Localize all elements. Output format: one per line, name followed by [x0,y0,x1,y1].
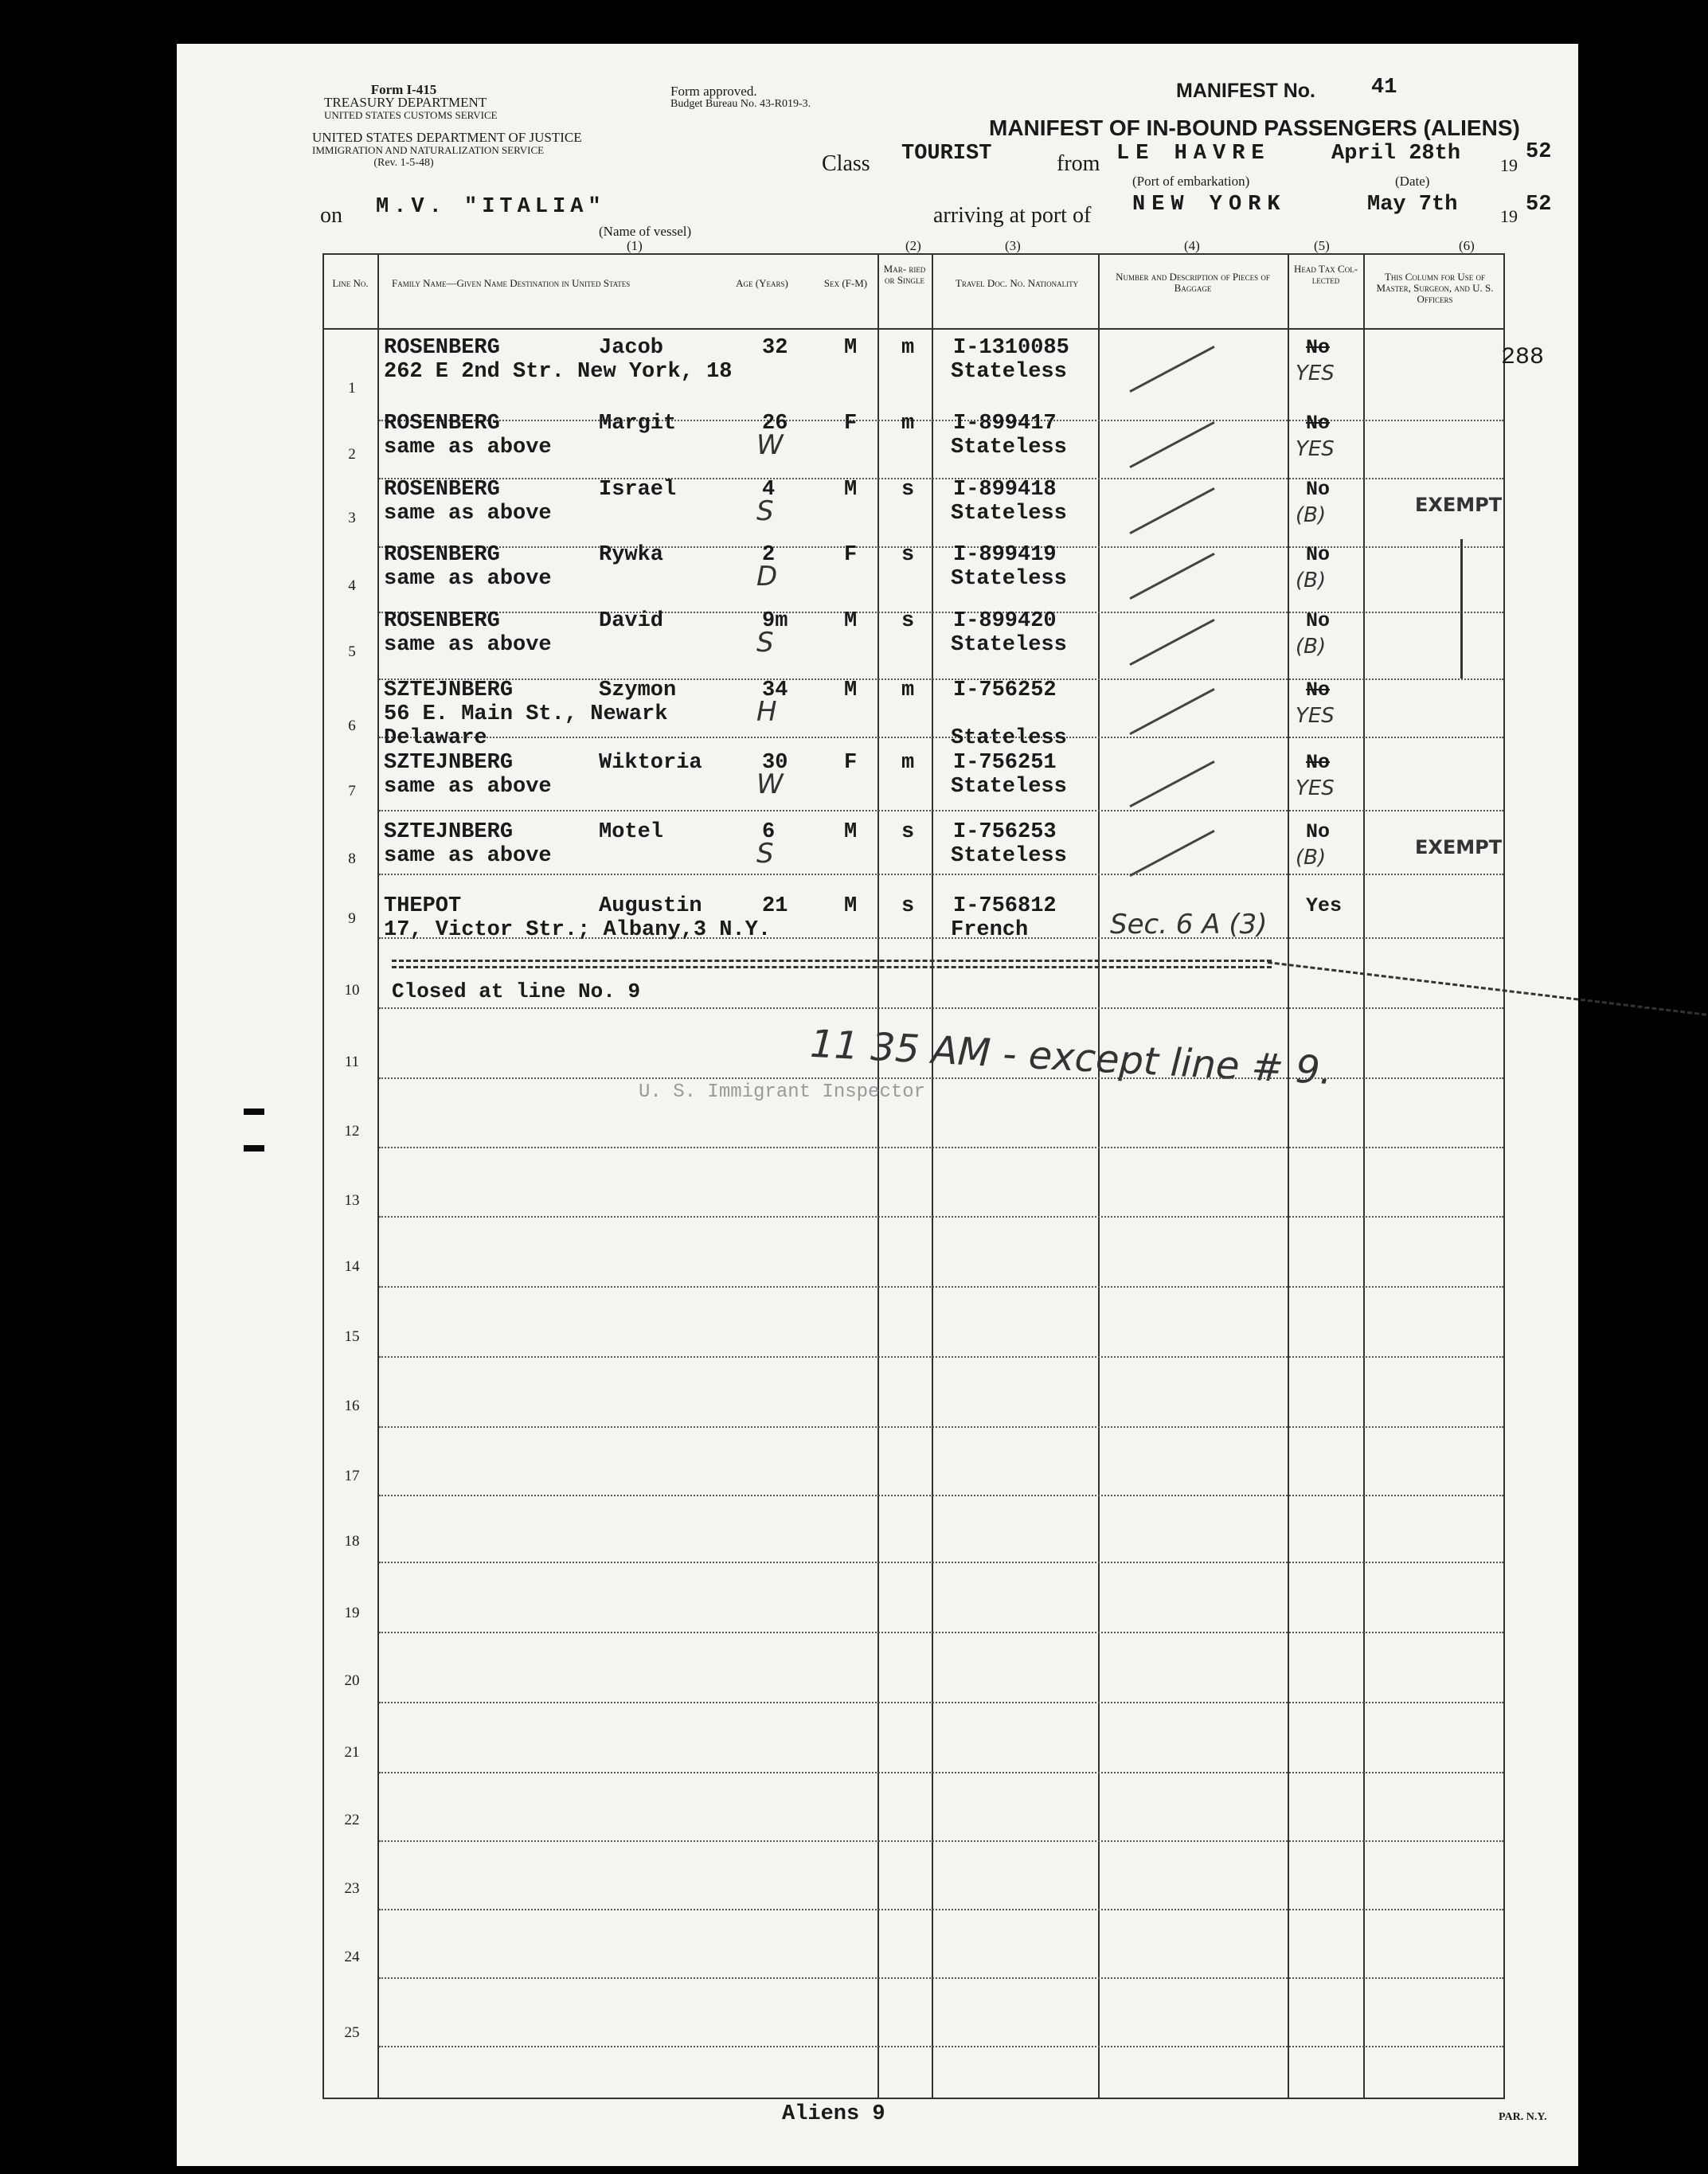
line-number: 13 [344,1192,360,1209]
passenger-destination: same as above [384,633,552,657]
col-divider [377,253,379,2099]
on-label: on [320,203,342,228]
passenger-marital-status: m [901,412,915,436]
passenger-given-name: Szymon [599,678,677,702]
manifest-title: MANIFEST OF IN-BOUND PASSENGERS (ALIENS) [989,115,1520,140]
head-tax-handwritten: YES [1296,362,1335,385]
col-5-caption: (5) [1314,238,1330,253]
row-rule [379,1977,1503,1979]
travel-doc-number: I-1310085 [953,336,1069,360]
travel-doc-number: I-899420 [953,609,1057,633]
passenger-family-name: ROSENBERG [384,609,500,633]
vessel-caption: (Name of vessel) [599,224,692,239]
line-number: 7 [348,783,356,800]
row-rule [379,1286,1503,1288]
head-tax-handwritten: YES [1296,704,1335,728]
line-number: 19 [344,1605,360,1621]
row-rule [379,1562,1503,1563]
header-married: Mar- ried or Single [883,263,926,286]
passenger-marital-status: m [901,678,915,702]
passenger-destination: 17, Victor Str.; Albany,3 N.Y. [384,918,772,942]
line-number: 10 [344,982,360,999]
row-rule [379,1840,1503,1842]
line-number: 8 [348,850,356,867]
port-embark-caption: (Port of embarkation) [1132,174,1250,189]
passenger-given-name: Margit [599,412,677,436]
passenger-age: 9m [762,609,788,633]
handwritten-mark: S [756,627,774,659]
row-rule [379,2046,1503,2047]
line-number: 11 [344,1054,360,1070]
col-1-caption: (1) [627,238,643,253]
row-rule [379,737,1503,738]
passenger-given-name: Rywka [599,543,664,567]
row-rule [379,1426,1503,1428]
passenger-age: 32 [762,336,788,360]
nationality: Stateless [951,633,1067,657]
year-prefix-2: 19 [1500,206,1518,226]
nationality: French [951,918,1029,942]
handwritten-mark: S [756,838,774,870]
line-number: 9 [348,910,356,927]
date-caption: (Date) [1395,174,1430,189]
passenger-given-name: Motel [599,820,664,844]
head-tax-handwritten: YES [1296,437,1335,461]
line-number: 23 [344,1880,360,1897]
arrival-date: May 7th [1367,193,1458,217]
passenger-sex: M [844,336,858,360]
col-divider [877,253,879,2099]
nationality: Stateless [951,844,1067,868]
head-tax: Yes [1306,894,1343,917]
travel-doc-number: I-899417 [953,412,1057,436]
officer-note: 288 [1501,344,1545,371]
passenger-age: 34 [762,678,788,702]
line-number: 21 [344,1744,360,1761]
row-rule [379,612,1503,613]
col-3-caption: (3) [1005,238,1021,253]
passenger-sex: M [844,894,858,918]
passenger-family-name: SZTEJNBERG [384,751,514,775]
passenger-sex: M [844,678,858,702]
footer-printer: PAR. N.Y. [1499,2111,1547,2123]
head-tax-handwritten: YES [1296,776,1335,800]
passenger-marital-status: m [901,336,915,360]
row-rule [379,1216,1503,1218]
row-rule [379,1007,1503,1009]
passenger-marital-status: s [901,894,915,918]
travel-doc-number: I-756253 [953,820,1057,844]
passenger-age: 21 [762,894,788,918]
travel-doc-number: I-756251 [953,751,1057,775]
nationality: Stateless [951,775,1067,799]
handwritten-mark: W [756,768,784,800]
passenger-sex: F [844,412,858,436]
passenger-marital-status: s [901,543,915,567]
ins-service: IMMIGRATION AND NATURALIZATION SERVICE [312,144,545,156]
closing-line [392,960,1272,962]
from-label: from [1057,151,1100,176]
header-head-tax: Head Tax Col- lected [1293,263,1358,286]
col-4-caption: (4) [1184,238,1200,253]
officer-note: EXEMPT [1415,836,1503,858]
head-tax: No [1306,678,1331,702]
passenger-given-name: Wiktoria [599,751,702,775]
nationality: Stateless [951,726,1067,750]
line-number: 22 [344,1812,360,1828]
passenger-marital-status: m [901,751,915,775]
line-number: 6 [348,717,356,734]
page-mark [244,1109,264,1115]
passenger-sex: F [844,543,858,567]
passenger-given-name: Jacob [599,336,664,360]
row-rule [379,1632,1503,1633]
line-number: 14 [344,1258,360,1275]
vessel-name: M.V. "ITALIA" [376,195,606,219]
handwritten-mark: H [756,696,777,728]
line-number: 24 [344,1949,360,1965]
form-approved: Form approved. [670,84,757,99]
header-officers: This Column for Use of Master, Surgeon, and U. S. Officers [1376,271,1494,305]
row-rule [379,1356,1503,1358]
col-divider [1363,253,1365,2099]
handwritten-mark: D [756,561,778,592]
officer-note: EXEMPT [1415,494,1503,516]
row-rule [379,1077,1503,1079]
class-label: Class [822,151,870,176]
passenger-family-name: THEPOT [384,894,462,918]
row-rule [379,1702,1503,1703]
customs-service: UNITED STATES CUSTOMS SERVICE [324,109,498,121]
passenger-family-name: ROSENBERG [384,412,500,436]
arriving-label: arriving at port of [933,203,1092,228]
row-rule [379,546,1503,548]
head-tax: No [1306,543,1331,566]
row-rule [379,810,1503,811]
line-number: 18 [344,1533,360,1550]
passenger-given-name: Israel [599,478,677,502]
passenger-marital-status: s [901,820,915,844]
head-tax: No [1306,412,1331,435]
passenger-family-name: ROSENBERG [384,478,500,502]
line-number: 20 [344,1672,360,1689]
passenger-age: 26 [762,412,788,436]
year-prefix-1: 19 [1500,155,1518,175]
passenger-given-name: David [599,609,664,633]
port-arrival: NEW YORK [1132,193,1287,217]
head-tax: No [1306,478,1331,501]
embarkation-date: April 28th [1331,142,1461,166]
head-tax-handwritten: (B) [1296,846,1327,870]
budget-bureau: Budget Bureau No. 43-R019-3. [670,98,811,110]
passenger-destination: same as above [384,436,552,459]
passenger-destination: 56 E. Main St., Newark [384,702,668,726]
line-number: 15 [344,1328,360,1345]
head-tax: No [1306,336,1331,359]
footer-aliens-count: Aliens 9 [782,2102,885,2126]
header-travel-doc: Travel Doc. No. Nationality [955,277,1079,289]
row-rule [379,1909,1503,1910]
row-rule [379,1495,1503,1496]
line-number: 3 [348,510,356,526]
travel-doc-number: I-899418 [953,478,1057,502]
travel-doc-number: I-756812 [953,894,1057,918]
row-rule [379,874,1503,875]
passenger-destination: same as above [384,567,552,591]
header-age: Age (Years) [736,277,788,289]
line-number: 25 [344,2024,360,2041]
line-number: 2 [348,446,356,463]
manifest-no-label: MANIFEST No. [1176,80,1315,102]
col-6-caption: (6) [1459,238,1475,253]
line-number: 16 [344,1398,360,1414]
head-tax-handwritten: (B) [1296,635,1327,659]
year-1: 52 [1526,140,1552,164]
line-number: 17 [344,1468,360,1484]
passenger-age: 2 [762,543,776,567]
passenger-family-name: SZTEJNBERG [384,678,514,702]
head-tax: No [1306,751,1331,774]
passenger-destination: same as above [384,775,552,799]
head-tax: No [1306,609,1331,632]
row-rule [379,420,1503,421]
passenger-destination: same as above [384,844,552,868]
inspector-label: U. S. Immigrant Inspector [639,1081,926,1103]
travel-doc-number: I-899419 [953,543,1057,567]
year-2: 52 [1526,193,1552,217]
revision: (Rev. 1-5-48) [373,157,434,169]
head-tax-handwritten: (B) [1296,503,1327,527]
passenger-family-name: ROSENBERG [384,336,500,360]
passenger-marital-status: s [901,478,915,502]
line-number: 4 [348,577,356,594]
nationality: Stateless [951,360,1067,384]
inspector-signature: 11 35 AM - except line # 9. [808,1021,1334,1094]
manifest-table [322,253,1505,2099]
col-divider [1288,253,1289,2099]
header-name: Family Name—Given Name Destination in United States [392,277,631,289]
passenger-sex: M [844,609,858,633]
form-number: Form I-415 [370,82,437,97]
passenger-age: 30 [762,751,788,775]
line-number: 5 [348,643,356,660]
head-tax: No [1306,820,1331,843]
row-rule [379,478,1503,479]
passenger-marital-status: s [901,609,915,633]
closing-line [392,966,1272,968]
line-number: 1 [348,380,356,397]
header-divider [322,328,1505,330]
passenger-family-name: ROSENBERG [384,543,500,567]
passenger-age: 4 [762,478,776,502]
treasury-dept: TREASURY DEPARTMENT [324,95,487,110]
col-divider [1098,253,1100,2099]
page-mark [244,1145,264,1152]
passenger-age: 6 [762,820,776,844]
passenger-family-name: SZTEJNBERG [384,820,514,844]
passenger-destination-2: Delaware [384,726,487,750]
passenger-sex: F [844,751,858,775]
class-value: TOURIST [901,142,992,166]
nationality: Stateless [951,502,1067,526]
manifest-no-value: 41 [1371,76,1397,100]
handwritten-mark: S [756,495,774,527]
handwritten-mark: W [756,429,784,461]
baggage-note: Sec. 6 A (3) [1110,909,1268,940]
manifest-page [177,44,1578,2166]
passenger-sex: M [844,820,858,844]
nationality: Stateless [951,567,1067,591]
header-baggage: Number and Description of Pieces of Baggage [1116,271,1270,294]
port-embarkation: LE HAVRE [1116,142,1271,166]
head-tax-handwritten: (B) [1296,569,1327,592]
passenger-destination: 262 E 2nd Str. New York, 18 [384,360,733,384]
col-2-caption: (2) [905,238,921,253]
header-line-no: Line No. [332,277,369,289]
header-sex: Sex (F-M) [823,277,868,289]
travel-doc-number: I-756252 [953,678,1057,702]
passenger-destination: same as above [384,502,552,526]
exempt-arrow [1460,539,1463,678]
line-number: 12 [344,1123,360,1140]
closed-at-line: Closed at line No. 9 [392,979,641,1003]
justice-dept: UNITED STATES DEPARTMENT OF JUSTICE [312,130,582,145]
passenger-given-name: Augustin [599,894,702,918]
row-rule [379,1147,1503,1148]
col-divider [932,253,933,2099]
row-rule [379,1772,1503,1773]
row-rule [379,678,1503,680]
nationality: Stateless [951,436,1067,459]
passenger-sex: M [844,478,858,502]
